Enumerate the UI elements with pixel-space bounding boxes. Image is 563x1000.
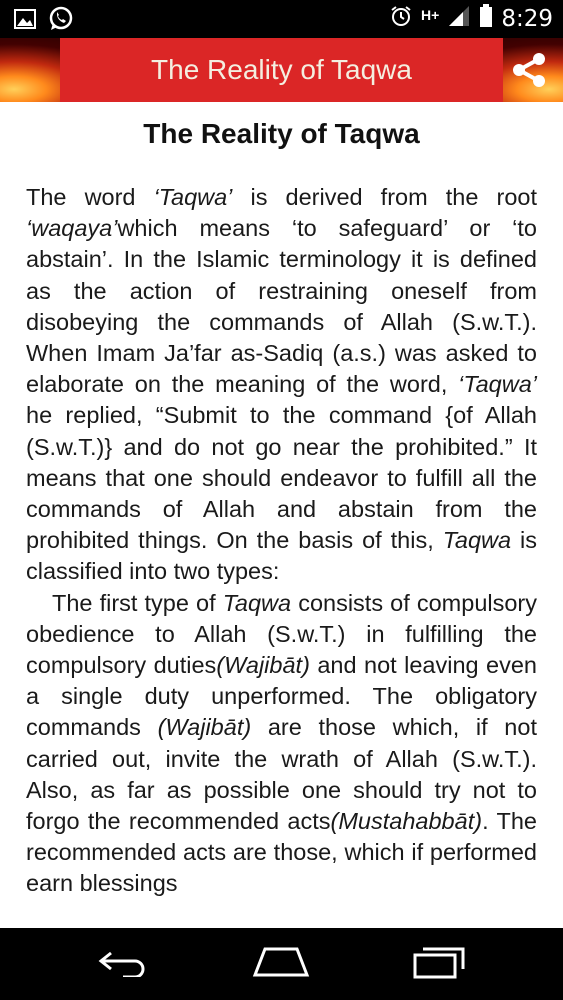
action-bar	[0, 38, 563, 102]
back-icon	[97, 947, 153, 982]
article-paragraph: The word ‘Taqwa’ is derived from the root ‘waqaya’which means ‘to safeguard’ or ‘to abstain’. In the Islamic terminology it is defined as the action of restraining oneself from disobeying the commands of Allah (S.w.T.). When Imam Ja’far as-Sadiq (a.s.) was asked to elaborate on the meaning of the word, ‘Taqwa’ he replied, “Submit to the command {of Allah (S.w.T.)} and do not go near the prohibited.” It means that one should endeavor to fulfill all the commands of Allah and abstain from the prohibited things. On the basis of this, Taqwa is classified into two types:	[26, 184, 537, 585]
italic-term: Taqwa	[442, 527, 512, 554]
italic-term: ‘Taqwa’	[458, 371, 537, 398]
recent-apps-button[interactable]	[404, 944, 474, 984]
italic-term: (Wajibāt)	[216, 652, 310, 679]
article-content[interactable]	[0, 102, 563, 928]
home-button[interactable]	[246, 944, 316, 984]
status-bar	[0, 0, 563, 38]
italic-term: ‘Taqwa’	[153, 184, 233, 210]
battery-icon	[479, 4, 493, 33]
signal-icon	[447, 4, 471, 33]
italic-term: (Mustahabbāt)	[330, 808, 483, 835]
article-title: The Reality of Taqwa	[143, 118, 420, 149]
share-button[interactable]	[509, 50, 549, 90]
clock: 8:29	[501, 5, 553, 32]
navigation-bar	[0, 928, 563, 1000]
italic-term: ‘waqaya’	[26, 215, 118, 242]
image-notification-icon	[14, 9, 36, 34]
italic-term: Taqwa	[222, 589, 292, 616]
home-icon	[251, 945, 311, 984]
alarm-icon	[389, 4, 413, 33]
whatsapp-notification-icon	[48, 6, 74, 37]
recent-apps-icon	[411, 945, 467, 984]
article-paragraph: The first type of Taqwa consists of compulsory obedience to Allah (S.w.T.) in fulfilling the compulsory duties(Wajibāt) and not leaving even a single duty unperformed. The obligatory commands (Wajibāt) are those which, if not carried out, invite the wrath of Allah (S.w.T.). Also, as far as possible one should try not to forgo the recommended acts(Mustahabbāt). The recommended acts are those, which if performed earn blessings	[26, 589, 538, 897]
network-type-label: H+	[421, 6, 440, 23]
back-button[interactable]	[90, 944, 160, 984]
app-title: The Reality of Taqwa	[151, 54, 412, 85]
italic-term: (Wajibāt)	[157, 714, 252, 741]
share-icon	[509, 77, 549, 94]
title-banner	[60, 38, 503, 102]
